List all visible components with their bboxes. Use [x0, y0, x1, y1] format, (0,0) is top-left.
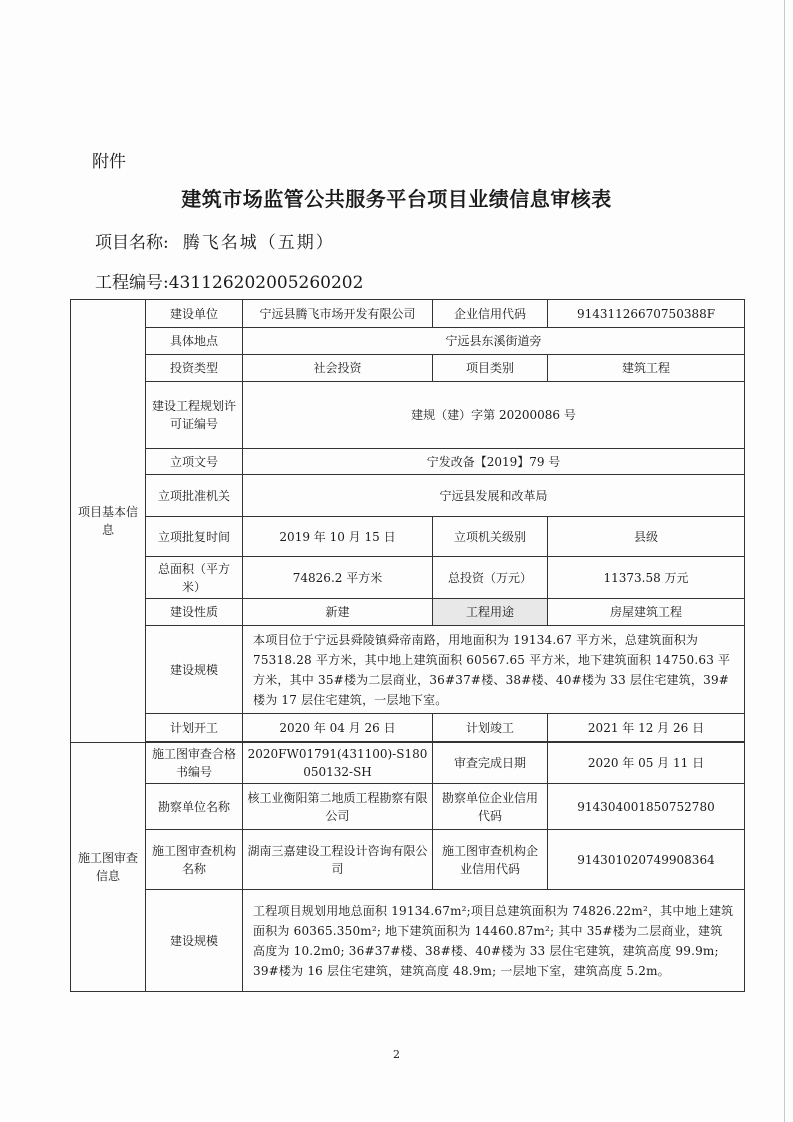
table-row [71, 382, 745, 449]
scan-edge-line [784, 0, 785, 1122]
value-address: 宁远县东溪街道旁 [243, 328, 745, 355]
label-survey-code: 勘察单位企业信用代码 [433, 784, 548, 830]
table-row [71, 449, 745, 475]
label-approval-time: 立项批复时间 [146, 517, 243, 557]
label-project-category: 项目类别 [433, 355, 548, 382]
label-total-investment: 总投资（万元） [433, 557, 548, 599]
value-approval-level: 县级 [548, 517, 745, 557]
value-usage: 房屋建筑工程 [548, 599, 745, 626]
label-nature: 建设性质 [146, 599, 243, 626]
label-review-scale: 建设规模 [146, 890, 243, 992]
table-row [71, 714, 745, 742]
value-survey-unit: 核工业衡阳第二地质工程勘察有限公司 [243, 784, 433, 830]
value-credit-code: 91431126670750388F [548, 300, 745, 328]
value-survey-code: 914304001850752780 [548, 784, 745, 830]
project-code-label: 工程编号: [95, 273, 169, 293]
label-plan-finish: 计划竣工 [433, 714, 548, 742]
table-row [71, 890, 745, 992]
label-scale: 建设规模 [146, 626, 243, 714]
value-approval-doc: 宁发改备【2019】79 号 [243, 449, 745, 475]
project-name-value: 腾飞名城（五期） [182, 233, 335, 253]
table-row [71, 328, 745, 355]
page-number: 2 [393, 1048, 400, 1061]
label-usage: 工程用途 [433, 599, 548, 626]
table-row [71, 300, 745, 328]
value-approval-time: 2019 年 10 月 15 日 [243, 517, 433, 557]
label-cert-no: 施工图审查合格书编号 [146, 743, 243, 784]
label-investment-type: 投资类型 [146, 355, 243, 382]
value-project-category: 建筑工程 [548, 355, 745, 382]
table-row [71, 355, 745, 382]
value-approval-org: 宁远县发展和改革局 [243, 475, 745, 517]
value-construction-unit: 宁远县腾飞市场开发有限公司 [243, 300, 433, 328]
table-row [71, 599, 745, 626]
project-code-value: 431126202005260202 [168, 273, 364, 293]
table-row [71, 626, 745, 714]
label-address: 具体地点 [146, 328, 243, 355]
value-cert-no: 2020FW01791(431100)-S180050132-SH [243, 743, 433, 784]
audit-table [70, 299, 745, 992]
section-review-info: 施工图审查信息 [71, 743, 146, 992]
value-plan-start: 2020 年 04 月 26 日 [243, 714, 433, 742]
attachment-label: 附件 [92, 152, 126, 172]
value-total-area: 74826.2 平方米 [243, 557, 433, 599]
value-nature: 新建 [243, 599, 433, 626]
label-planning-permit: 建设工程规划许可证编号 [146, 382, 243, 449]
value-review-scale: 工程项目规划用地总面积 19134.67m²;项目总建筑面积为 74826.22m²，其中地上建筑面积为 60365.350m²; 地下建筑面积为 14460.87m²; 其中 35#楼为二层商业，建筑高度为 10.2m0; 36#37#楼、38#楼、40#楼为 33 层住宅建筑，建筑高度 99.9m; 39#楼为 16 层住宅建筑，建筑高度 48.9m; 一层地下室，建筑高度 5.2m。 [243, 890, 745, 992]
project-name-line [95, 228, 335, 253]
label-approval-org: 立项批准机关 [146, 475, 243, 517]
project-code-line [95, 268, 363, 293]
project-name-label: 项目名称: [95, 233, 169, 253]
value-review-date: 2020 年 05 月 11 日 [548, 743, 745, 784]
value-total-investment: 11373.58 万元 [548, 557, 745, 599]
value-planning-permit: 建规（建）字第 20200086 号 [243, 382, 745, 449]
label-total-area: 总面积（平方米） [146, 557, 243, 599]
label-construction-unit: 建设单位 [146, 300, 243, 328]
value-investment-type: 社会投资 [243, 355, 433, 382]
value-review-org-code: 914301020749908364 [548, 830, 745, 890]
table-row [71, 475, 745, 517]
label-approval-level: 立项机关级别 [433, 517, 548, 557]
label-review-date: 审查完成日期 [433, 743, 548, 784]
value-plan-finish: 2021 年 12 月 26 日 [548, 714, 745, 742]
label-review-org: 施工图审查机构名称 [146, 830, 243, 890]
label-credit-code: 企业信用代码 [433, 300, 548, 328]
page-title: 建筑市场监管公共服务平台项目业绩信息审核表 [181, 187, 612, 211]
label-approval-doc: 立项文号 [146, 449, 243, 475]
value-scale: 本项目位于宁远县舜陵镇舜帝南路，用地面积为 19134.67 平方米，总建筑面积为 75318.28 平方米，其中地上建筑面积 60567.65 平方米，地下建筑面积 14750.63 平方米，其中 35#楼为二层商业，36#37#楼、38#楼、40#楼为 33 层住宅建筑，39#楼为 17 层住宅建筑，一层地下室。 [243, 626, 745, 714]
table-row [71, 517, 745, 557]
section-basic-info: 项目基本信息 [71, 300, 146, 743]
table-row [71, 743, 745, 784]
label-survey-unit: 勘察单位名称 [146, 784, 243, 830]
table-row [71, 830, 745, 890]
label-review-org-code: 施工图审查机构企业信用代码 [433, 830, 548, 890]
value-review-org: 湖南三嘉建设工程设计咨询有限公司 [243, 830, 433, 890]
table-row [71, 557, 745, 599]
label-plan-start: 计划开工 [146, 714, 243, 742]
table-row [71, 784, 745, 830]
